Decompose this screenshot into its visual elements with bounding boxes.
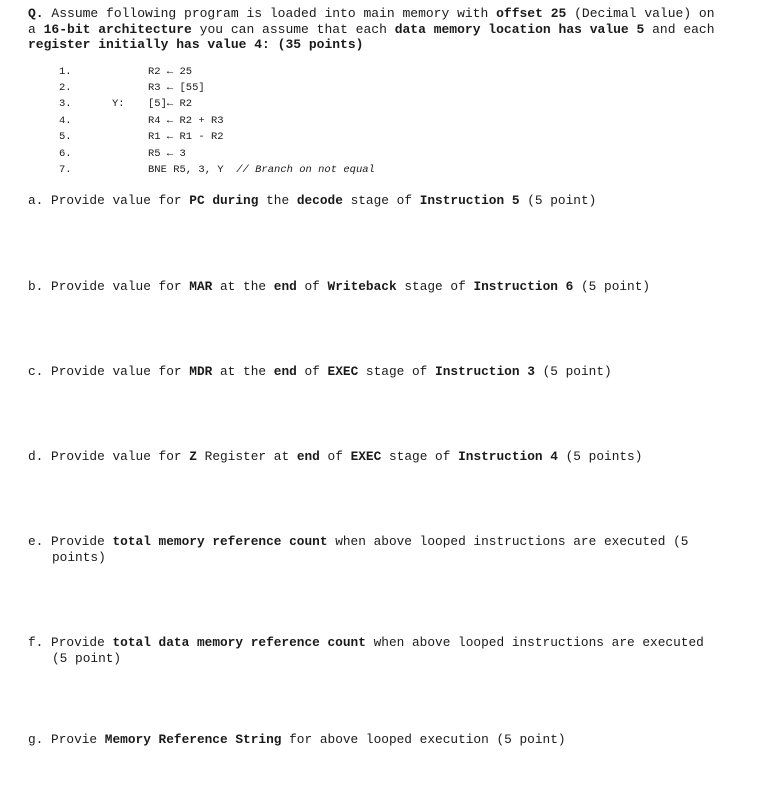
part-keyword: Writeback [327,279,397,294]
part-f [28,635,744,666]
instruction-text: R2 ← 25 [148,66,193,78]
part-text: (5 point) [519,193,597,208]
line-instruction [148,162,375,178]
question-intro [28,6,748,53]
question-line-1 [28,6,748,22]
question-architecture: 16-bit architecture [43,21,192,37]
question-text: and each [644,21,715,37]
part-text: when above looped instructions are executed (5 [327,534,689,549]
instruction-text: R3 ← [55] [148,82,205,94]
part-text: c. Provide value for [28,364,190,379]
part-keyword: Instruction 4 [458,449,558,464]
part-text: at the [212,364,274,379]
part-text: (5 point) [534,364,612,379]
part-keyword: MDR [189,364,213,379]
part-text: of [296,279,328,294]
part-text: at the [212,279,274,294]
part-text: (5 points) [557,449,643,464]
line-instruction [148,146,186,162]
line-number: 7. [59,164,72,176]
part-text: e. Provide [28,534,113,549]
line-number: 6. [59,148,72,160]
part-keyword: end [273,364,297,379]
part-keyword: Instruction 6 [473,279,574,294]
question-text: a [28,21,44,37]
part-keyword: PC during [189,193,259,208]
line-number: 5. [59,131,72,143]
instruction-text: R1 ← R1 - R2 [148,131,224,143]
part-text-continued: points) [52,549,106,565]
part-keyword: Instruction 3 [435,364,535,379]
part-keyword: EXEC [350,449,382,464]
part-text: f. Provide [28,635,113,650]
part-g [28,732,744,748]
question-line-3 [28,37,748,53]
part-text: stage of [358,364,436,379]
line-number: 3. [59,98,72,110]
part-text: when above looped instructions are executed [365,635,704,650]
instruction-comment: // Branch on not equal [236,164,375,176]
part-keyword: total memory reference count [112,534,328,549]
part-keyword: decode [296,193,343,208]
line-label: Y: [112,98,125,110]
part-keyword: end [296,449,320,464]
part-text: of [296,364,328,379]
part-text: Register at [196,449,297,464]
part-b [28,279,744,295]
part-text: of [319,449,351,464]
part-keyword: MAR [189,279,213,294]
question-line-2 [28,22,748,38]
line-instruction [148,80,205,96]
question-text: (Decimal value) on [566,6,715,21]
line-instruction [148,64,192,80]
instruction-text: R4 ← R2 + R3 [148,115,224,127]
part-a [28,193,744,209]
line-number: 2. [59,82,72,94]
part-d [28,449,744,465]
part-keyword: EXEC [327,364,359,379]
part-text: (5 point) [573,279,651,294]
part-e [28,534,744,565]
instruction-text: R5 ← 3 [148,148,186,160]
part-text: g. Provie [28,732,105,747]
part-text: stage of [396,279,474,294]
part-text: a. Provide value for [28,193,190,208]
part-text: d. Provide value for [28,449,190,464]
line-instruction [148,129,224,145]
part-text-continued: (5 point) [52,650,122,666]
question-offset: offset 25 [496,6,567,21]
instruction-text: BNE R5, 3, Y [148,164,237,176]
part-text: stage of [381,449,459,464]
line-instruction [148,96,192,112]
part-keyword: Z [189,449,197,464]
instruction-text: [5]← R2 [148,98,193,110]
part-text: stage of [342,193,420,208]
question-text: Assume following program is loaded into main memory with [43,6,497,21]
question-text: you can assume that each [191,21,395,37]
line-instruction [148,113,224,129]
part-c [28,364,744,380]
part-text: b. Provide value for [28,279,190,294]
part-keyword: Memory Reference String [104,732,282,747]
part-text: the [258,193,297,208]
line-number: 1. [59,66,72,78]
part-keyword: Instruction 5 [419,193,520,208]
part-keyword: end [273,279,297,294]
question-label: Q. [28,6,44,21]
question-register-value: register initially has value 4: (35 points) [28,37,364,52]
part-keyword: total data memory reference count [112,635,366,650]
question-memory-value: data memory location has value 5 [394,21,645,37]
part-text: for above looped execution (5 point) [281,732,566,747]
line-number: 4. [59,115,72,127]
